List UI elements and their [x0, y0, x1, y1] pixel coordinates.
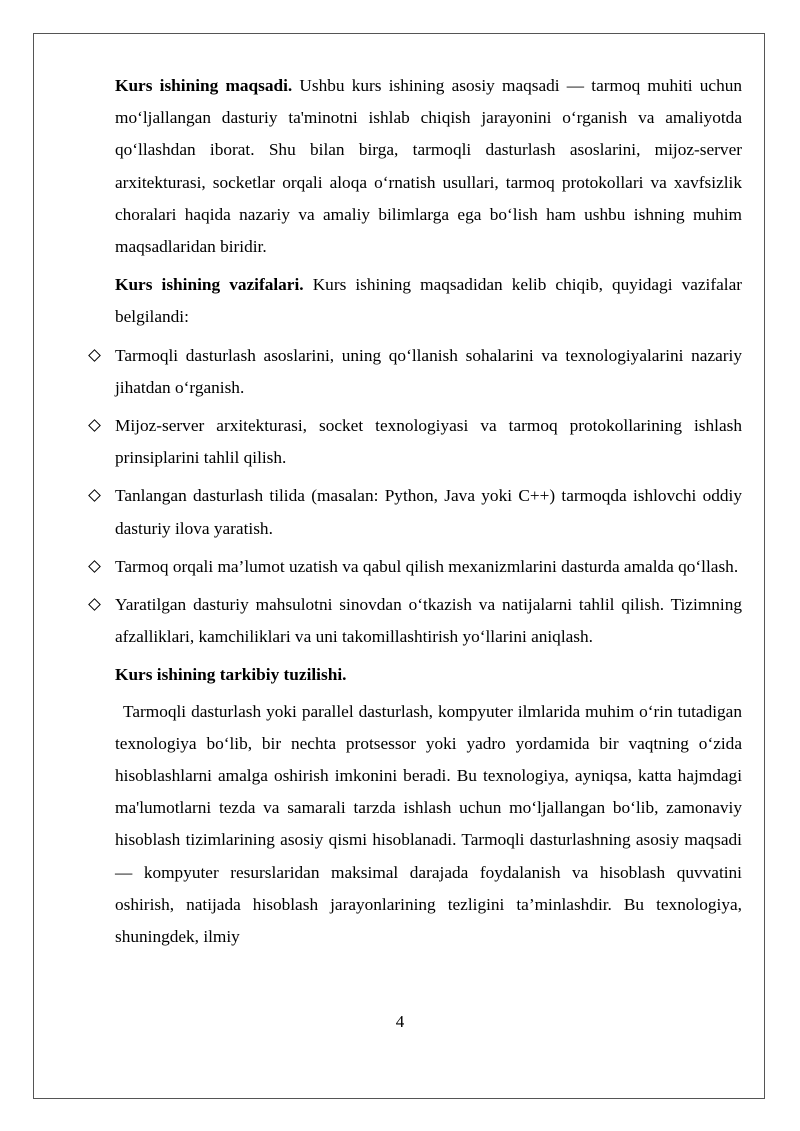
task-text: Tarmoqli dasturlash asoslarini, uning qo‘llanish sohalarini va texnologiyalarini nazariy jihatdan o‘rganish. — [115, 345, 742, 397]
tasks-paragraph — [115, 269, 742, 333]
structure-title: Kurs ishining tarkibiy tuzilishi. — [115, 665, 347, 685]
list-item — [115, 551, 742, 583]
task-text: Mijoz-server arxitekturasi, socket texnologiyasi va tarmoq protokollarining ishlash prinsiplarini tahlil qilish. — [115, 416, 742, 468]
tasks-intro: Kurs ishining maqsadidan kelib chiqib, quyidagi vazifalar belgilandi: — [115, 275, 743, 327]
tasks-list — [115, 340, 742, 654]
goal-paragraph — [115, 70, 742, 263]
structure-text: Tarmoqli dasturlash yoki parallel dasturlash, kompyuter ilmlarida muhim o‘rin tutadigan texnologiya bo‘lib, bir nechta protsessor yoki yadro yordamida bir vaqtning o‘zida hisoblashlarni amalga oshirish imkonini beradi. Bu texnologiya, ayniqsa, katta hajmdagi ma'lumotlarni tezda va samarali tarzda ishlash uchun mo‘ljallangan bo‘lib, zamonaviy hisoblash tizimlarining asosiy qismi hisoblanadi. Tarmoqli dasturlashning asosiy maqsadi — kompyuter resurslaridan maksimal darajada foydalanish va hisoblash quvvatini oshirish, natijada hisoblash jarayonlarining tezligini ta’minlashdir. Bu texnologiya, shuningdek, ilmiy — [115, 701, 742, 947]
document-body — [115, 70, 742, 953]
list-item — [115, 589, 742, 653]
goal-title: Kurs ishining maqsadi. — [115, 76, 293, 95]
list-item — [115, 340, 742, 404]
goal-text: Ushbu kurs ishining asosiy maqsadi — tarmoq muhiti uchun mo‘ljallangan dasturiy ta'minotni ishlab chiqish jarayonini o‘rganish va amaliyotda qo‘llashdan iborat. Shu bilan birga, tarmoqli dasturlash asoslarini, mijoz-server arxitekturasi, socketlar orqali aloqa o‘rnatish usullari, tarmoq protokollari va xavfsizlik choralari haqida nazariy va amaliy bilimlarga ega bo‘lish ham ushbu ishning muhim maqsadlaridan biridir. — [115, 76, 742, 257]
task-text: Tarmoq orqali ma’lumot uzatish va qabul qilish mexanizmlarini dasturda amalda qo‘llash. — [115, 556, 739, 576]
task-text: Yaratilgan dasturiy mahsulotni sinovdan o‘tkazish va natijalarni tahlil qilish. Tizimning afzalliklari, kamchiliklari va uni takomillashtirish yo‘llarini aniqlash. — [115, 595, 742, 647]
task-text: Tanlangan dasturlash tilida (masalan: Python, Java yoki C++) tarmoqda ishlovchi oddiy dasturiy ilova yaratish. — [115, 486, 742, 538]
list-item — [115, 410, 742, 474]
tasks-title: Kurs ishining vazifalari. — [115, 275, 304, 295]
page-number: 4 — [395, 1012, 405, 1031]
list-item — [115, 480, 742, 544]
